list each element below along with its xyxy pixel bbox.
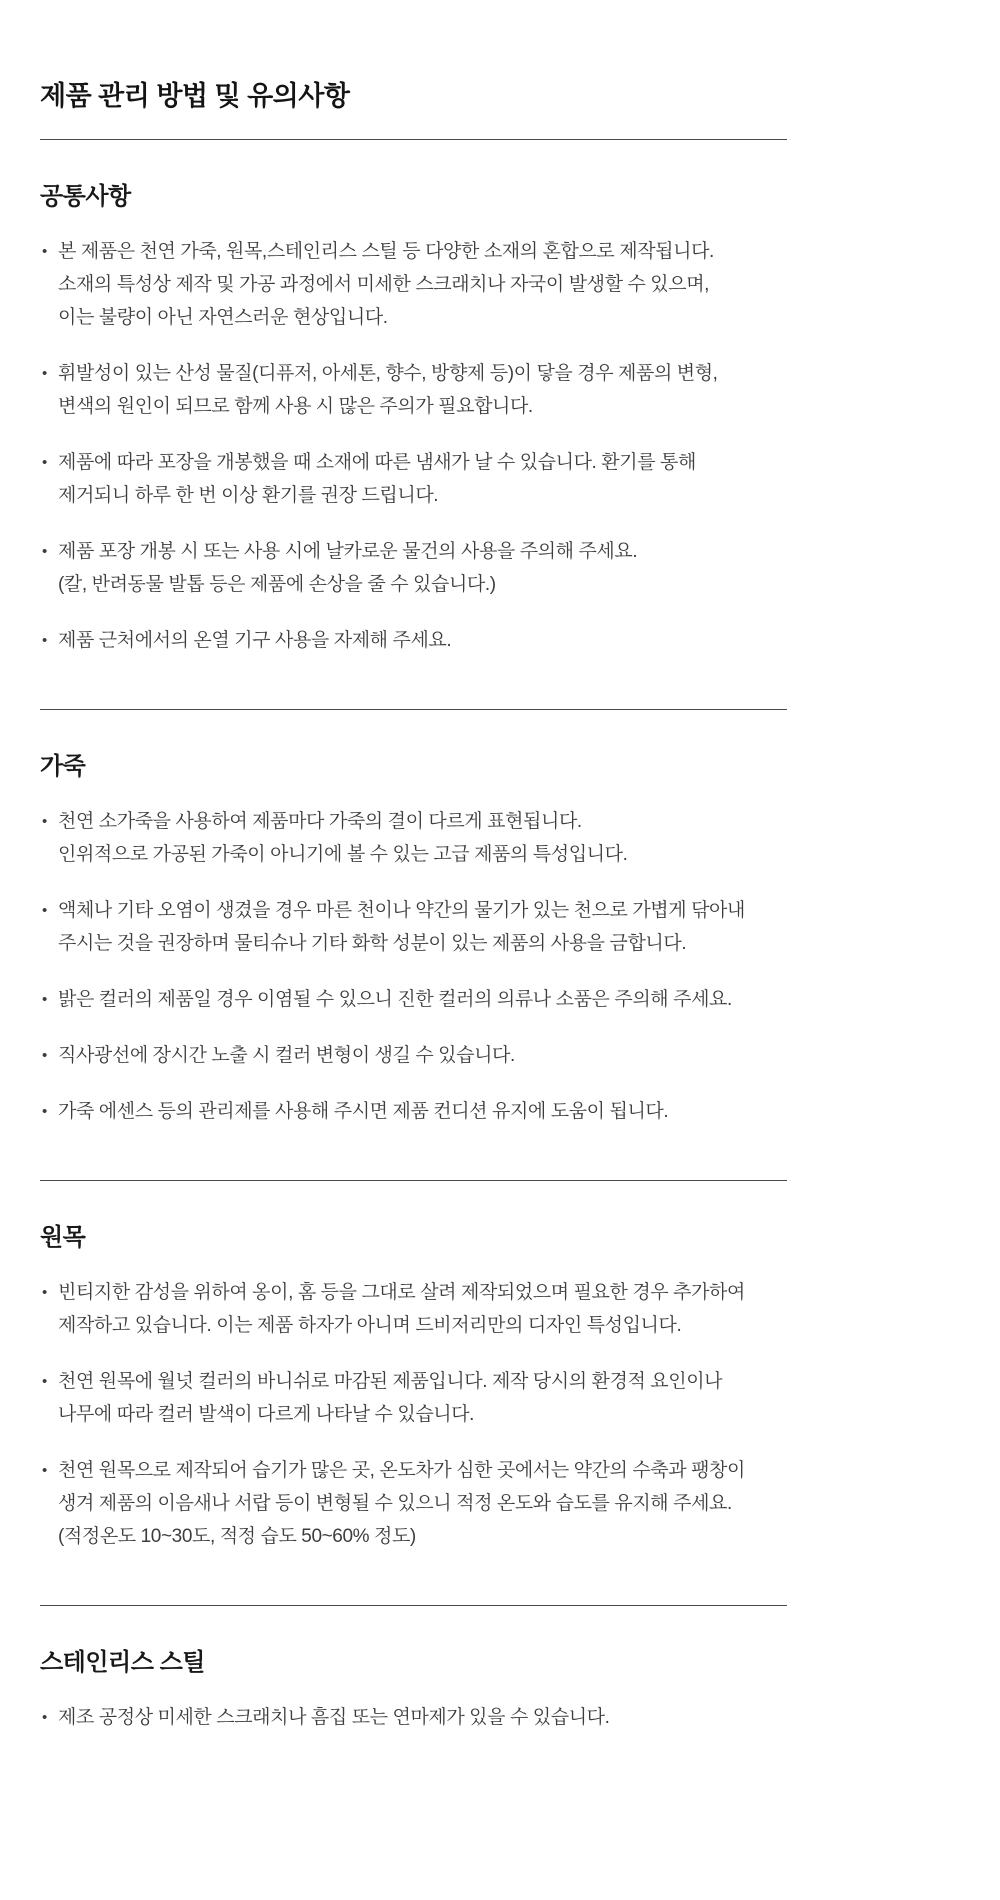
text-line: 밝은 컬러의 제품일 경우 이염될 수 있으니 진한 컬러의 의류나 소품은 주의해 주세요. <box>58 989 732 1010</box>
text-line: 이는 불량이 아닌 자연스러운 현상입니다. <box>58 307 388 328</box>
list-item <box>40 1365 790 1431</box>
page-title: 제품 관리 방법 및 유의사항 <box>40 81 350 111</box>
text-line: 생겨 제품의 이음새나 서랍 등이 변형될 수 있으니 적정 온도와 습도를 유지해 주세요. <box>58 1493 732 1514</box>
item-text <box>58 805 790 871</box>
item-text <box>58 1701 790 1734</box>
list-item <box>40 446 790 512</box>
item-text <box>58 1454 790 1553</box>
bullet-list <box>40 1276 790 1553</box>
section-leather <box>40 710 790 1180</box>
item-text <box>58 624 790 657</box>
list-item <box>40 983 790 1016</box>
list-item <box>40 1276 790 1342</box>
text-line: 본 제품은 천연 가죽, 원목,스테인리스 스틸 등 다양한 소재의 혼합으로 제작됩니다. <box>58 241 714 262</box>
text-line: 인위적으로 가공된 가죽이 아니기에 볼 수 있는 고급 제품의 특성입니다. <box>58 844 628 865</box>
bullet-icon: • <box>42 1284 47 1301</box>
text-line: 액체나 기타 오염이 생겼을 경우 마른 천이나 약간의 물기가 있는 천으로 가볍게 닦아내 <box>58 900 745 921</box>
text-line: 가죽 에센스 등의 관리제를 사용해 주시면 제품 컨디션 유지에 도움이 됩니다. <box>58 1101 669 1122</box>
text-line: 나무에 따라 컬러 발색이 다르게 나타날 수 있습니다. <box>58 1404 475 1425</box>
text-line: 제품에 따라 포장을 개봉했을 때 소재에 따른 냄새가 날 수 있습니다. 환기를 통해 <box>58 452 696 473</box>
list-item <box>40 1039 790 1072</box>
list-item <box>40 624 790 657</box>
list-item <box>40 805 790 871</box>
text-line: 천연 소가죽을 사용하여 제품마다 가죽의 결이 다르게 표현됩니다. <box>58 811 582 832</box>
bullet-icon: • <box>42 454 47 471</box>
item-text <box>58 983 790 1016</box>
section-heading: 공통사항 <box>40 183 131 210</box>
text-line: 휘발성이 있는 산성 물질(디퓨저, 아세톤, 향수, 방향제 등)이 닿을 경우 제품의 변형, <box>58 363 718 384</box>
text-line: (칼, 반려동물 발톱 등은 제품에 손상을 줄 수 있습니다.) <box>58 574 496 595</box>
text-line: 제작하고 있습니다. 이는 제품 하자가 아니며 드비저리만의 디자인 특성입니다. <box>58 1315 682 1336</box>
bullet-icon: • <box>42 543 47 560</box>
bullet-icon: • <box>42 1047 47 1064</box>
list-item <box>40 894 790 960</box>
item-text <box>58 1039 790 1072</box>
bullet-icon: • <box>42 1462 47 1479</box>
list-item <box>40 1701 790 1734</box>
text-line: 천연 원목으로 제작되어 습기가 많은 곳, 온도차가 심한 곳에서는 약간의 수축과 팽창이 <box>58 1460 745 1481</box>
list-item <box>40 1454 790 1553</box>
bullet-icon: • <box>42 902 47 919</box>
text-line: 제거되니 하루 한 번 이상 환기를 권장 드립니다. <box>58 485 439 506</box>
item-text <box>58 535 790 601</box>
text-line: 변색의 원인이 되므로 함께 사용 시 많은 주의가 필요합니다. <box>58 396 533 417</box>
bullet-list <box>40 805 790 1128</box>
item-text <box>58 357 790 423</box>
bullet-icon: • <box>42 991 47 1008</box>
item-text <box>58 1095 790 1128</box>
text-line: 천연 원목에 월넛 컬러의 바니쉬로 마감된 제품입니다. 제작 당시의 환경적 요인이나 <box>58 1371 723 1392</box>
section-heading: 스테인리스 스틸 <box>40 1649 205 1676</box>
item-text <box>58 1276 790 1342</box>
text-line: 제품 근처에서의 온열 기구 사용을 자제해 주세요. <box>58 630 452 651</box>
item-text <box>58 1365 790 1431</box>
list-item <box>40 1095 790 1128</box>
section-wood <box>40 1181 790 1605</box>
text-line: 빈티지한 감성을 위하여 옹이, 홈 등을 그대로 살려 제작되었으며 필요한 경우 추가하여 <box>58 1282 745 1303</box>
list-item <box>40 357 790 423</box>
section-common <box>40 140 790 709</box>
text-line: 제품 포장 개봉 시 또는 사용 시에 날카로운 물건의 사용을 주의해 주세요. <box>58 541 638 562</box>
text-line: 제조 공정상 미세한 스크래치나 흠집 또는 연마제가 있을 수 있습니다. <box>58 1707 610 1728</box>
text-line: 주시는 것을 권장하며 물티슈나 기타 화학 성분이 있는 제품의 사용을 금합니다. <box>58 933 687 954</box>
bullet-icon: • <box>42 813 47 830</box>
section-heading: 가죽 <box>40 753 86 780</box>
text-line: 직사광선에 장시간 노출 시 컬러 변형이 생길 수 있습니다. <box>58 1045 515 1066</box>
bullet-icon: • <box>42 243 47 260</box>
item-text <box>58 894 790 960</box>
bullet-list <box>40 1701 790 1734</box>
item-text <box>58 235 790 334</box>
list-item <box>40 235 790 334</box>
bullet-icon: • <box>42 1103 47 1120</box>
item-text <box>58 446 790 512</box>
bullet-icon: • <box>42 1373 47 1390</box>
bullet-icon: • <box>42 632 47 649</box>
list-item <box>40 535 790 601</box>
section-heading: 원목 <box>40 1224 86 1251</box>
section-stainless-steel <box>40 1606 790 1734</box>
text-line: (적정온도 10~30도, 적정 습도 50~60% 정도) <box>58 1526 416 1547</box>
text-line: 소재의 특성상 제작 및 가공 과정에서 미세한 스크래치나 자국이 발생할 수 있으며, <box>58 274 710 295</box>
bullet-icon: • <box>42 1709 47 1726</box>
bullet-icon: • <box>42 365 47 382</box>
bullet-list <box>40 235 790 657</box>
